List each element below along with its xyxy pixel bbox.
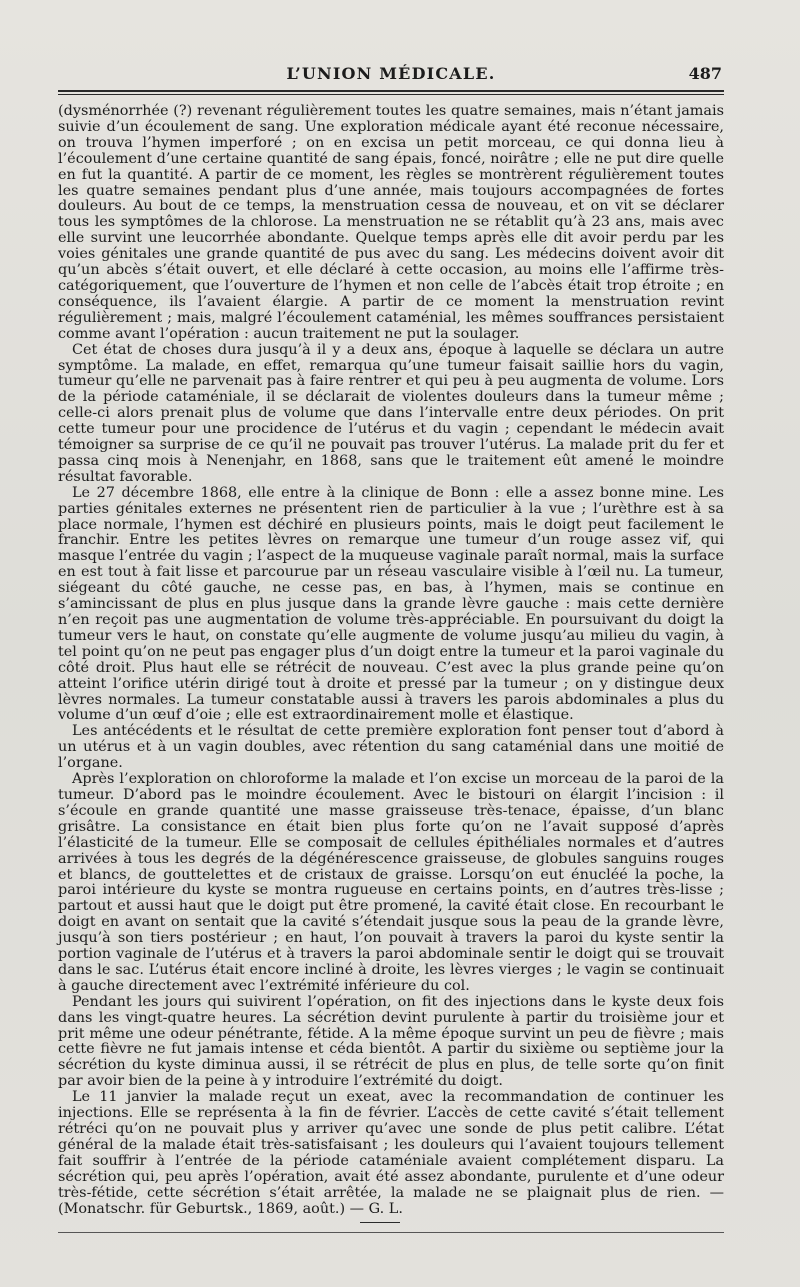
- paragraph-discharge: Le 11 janvier la malade reçut un exeat, avec la recommandation de continuer les injections. Elle se représenta à la fin de février. L’accès de cette cavité s’était tellement rétréci qu’on ne pouvait plus y arriver qu’avec une sonde de plus petit calibre. L’état général de la malade était très-satisfaisant ; les douleurs qui l’avaient toujours tellement fait souffrir à l’entrée de la période cataméniale avaient complétement disparu. La sécrétion qui, peu après l’opération, avait été assez abondante, purulente et d’une odeur très-fétide, cette sécrétion s’était arrêtée, la malade ne se plaignait plus de rien. — (Monatschr. für Geburtsk., 1869, août.) — G. L.: [58, 1089, 724, 1217]
- paragraph-clinical-exam: Le 27 décembre 1868, elle entre à la clinique de Bonn : elle a assez bonne mine. Les parties génitales externes ne présentent rien de particulier à la vue ; l’urèthre est à sa place normale, l’hymen est déchiré en plusieurs points, mais le doigt peut facilement le franchir. Entre les petites lèvres on remarque une tumeur d’un rouge assez vif, qui masque l’entrée du vagin ; l’aspect de la muqueuse vaginale paraît normal, mais la surface en est tout à fait lisse et parcourue par un réseau vasculaire visible à l’œil nu. La tumeur, siégeant du côté gauche, ne cesse pas, en bas, à l’hymen, mais se continue en s’amincissant de plus en plus jusque dans la grande lèvre gauche : mais cette dernière n’en reçoit pas une augmentation de volume très-appréciable. En poursuivant du doigt la tumeur vers le haut, on constate qu’elle augmente de volume jusqu’au milieu du vagin, à tel point qu’on ne peut pas engager plus d’un doigt entre la tumeur et la paroi vaginale du côté droit. Plus haut elle se rétrécit de nouveau. C’est avec la plus grande peine qu’on atteint l’orifice utérin dirigé tout à droite et pressé par la tumeur ; on y distingue deux lèvres normales. La tumeur constatable aussi à travers les parois abdominales a plus du volume d’un œuf d’oie ; elle est extraordinairement molle et élastique.: [58, 484, 724, 724]
- running-title: L’UNION MÉDICALE.: [286, 64, 496, 83]
- paragraph-tumor-onset: Cet état de choses dura jusqu’à il y a deux ans, époque à laquelle se déclara un autre symptôme. La malade, en effet, remarqua qu’une tumeur faisait saillie hors du vagin, tumeur qu’elle ne parvenait pas à faire rentrer et qui peu à peu augmenta de volume. Lors de la période cataméniale, il se déclarait de violentes douleurs dans la tumeur même ; celle-ci alors prenait plus de volume que dans l’intervalle entre deux périodes. On prit cette tumeur pour une procidence de l’utérus et du vagin ; cependant le médecin avait témoigner sa surprise de ce qu’il ne pouvait pas trouver l’utérus. La malade prit du fer et passa cinq mois à Nenenjahr, en 1868, sans que le traitement eût amené le moindre résultat favorable.: [58, 341, 724, 485]
- paragraph-post-operative: Pendant les jours qui suivirent l’opération, on fit des injections dans le kyste deux fois dans les vingt-quatre heures. La sécrétion devint purulente à partir du troisième jour et prit même une odeur pénétrante, fétide. A la même époque survint un peu de fièvre ; mais cette fièvre ne fut jamais intense et céda bientôt. A partir du sixième ou septième jour la sécrétion du kyste diminua aussi, il se rétrécit de plus en plus, de telle sorte qu’on finit par avoir bien de la peine à y introduire l’extrémité du doigt.: [58, 993, 724, 1090]
- page-number: 487: [688, 64, 722, 83]
- paragraph-diagnosis: Les antécédents et le résultat de cette première exploration font penser tout d’abord à un utérus et à un vagin doubles, avec rétention du sang cataménial dans une moitié de l’organe.: [58, 723, 724, 772]
- paragraph-operation: Après l’exploration on chloroforme la malade et l’on excise un morceau de la paroi de la tumeur. D’abord pas le moindre écoulement. Avec le bistouri on élargit l’incision : il s’écoule en grande quantité une masse graisseuse très-tenace, épaisse, d’un blanc grisâtre. La consistance en était bien plus forte qu’on ne l’avait supposé d’après l’élasticité de la tumeur. Elle se composait de cellules épithéliales normales et d’autres arrivées à tous les degrés de la dégénérescence graisseuse, de globules sanguins rouges et blancs, de gouttelettes et de cristaux de graisse. Lorsqu’on eut énucléé la poche, la paroi intérieure du kyste se montra rugueuse en certains points, en d’autres très-lisse ; partout et aussi haut que le doigt put être promené, la cavité était close. En recourbant le doigt en avant on sentait que la cavité s’étendait jusque sous la peau de la grande lèvre, jusqu’à son tiers postérieur ; en haut, l’on pouvait à travers la paroi du kyste sentir la portion vaginale de l’utérus et à travers la paroi abdominale sentir le doigt qui se trouvait dans le sac. L’utérus était encore incliné à droite, les lèvres vierges ; le vagin se continuait à gauche directement avec l’extrémité inférieure du col.: [58, 771, 724, 994]
- footer-short-rule: [360, 1222, 400, 1223]
- paragraph-case-history: (dysménorrhée (?) revenant régulièrement toutes les quatre semaines, mais n’étant jamais suivie d’un écoulement de sang. Une exploration médicale ayant été reconue nécessaire, on trouva l’hymen imperforé ; on en excisa un petit morceau, ce qui donna lieu à l’écoulement d’une certaine quantité de sang épais, foncé, noirâtre ; elle ne put dire quelle en fut la quantité. A partir de ce moment, les règles se montrèrent régulièrement toutes les quatre semaines pendant plus d’une année, mais toujours accompagnées de fortes douleurs. Au bout de ce temps, la menstruation cessa de nouveau, et on vit se déclarer tous les symptômes de la chlorose. La menstruation ne se rétablit qu’à 23 ans, mais avec elle survint une leucorrhée abondante. Quelque temps après elle dit avoir perdu par les voies génitales une grande quantité de pus avec du sang. Les médecins doivent avoir dit qu’un abcès s’était ouvert, et elle déclaré à cette occasion, au moins elle l’affirme très-catégoriquement, que l’ouverture de l’hymen et non celle de l’abcès était trop étroite ; en conséquence, ils l’avaient élargie. A partir de ce moment la menstruation revint régulièrement ; mais, malgré l’écoulement cataménial, les mêmes souffrances persistaient comme avant l’opération : aucun traitement ne put la soulager.: [58, 103, 724, 342]
- footer-rule: [58, 1232, 724, 1233]
- page-header: [58, 62, 724, 92]
- article-body: [58, 104, 724, 1217]
